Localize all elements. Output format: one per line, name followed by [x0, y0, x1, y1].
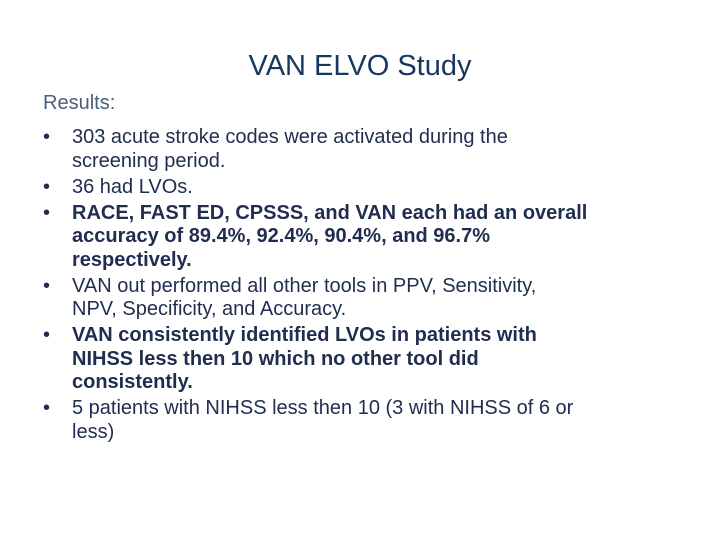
results-label: Results: [43, 92, 116, 114]
bullet-text-line: RACE, FAST ED, CPSSS, and VAN each had an overall [72, 201, 588, 224]
bullet-text-line: respectively. [72, 248, 192, 271]
bullet-text-line: accuracy of 89.4%, 92.4%, 90.4%, and 96.7% [72, 225, 491, 247]
bullet-text-line: NIHSS less then 10 which no other tool did [72, 347, 479, 370]
bullet-item [43, 324, 703, 395]
bullet-text-line: screening period. [72, 149, 226, 172]
bullet-item [43, 202, 703, 273]
bullet-text-line: 5 patients with NIHSS less then 10 (3 with NIHSS of 6 or [72, 397, 574, 419]
bullet-icon: • [43, 274, 51, 297]
bullet-text-line: VAN consistently identified LVOs in patients with [72, 324, 537, 346]
results-bullet-list [43, 126, 703, 447]
bullet-text-line: consistently. [72, 371, 193, 393]
bullet-text-line: 303 acute stroke codes were activated during the [72, 126, 508, 148]
bullet-icon: • [43, 201, 51, 224]
bullet-icon: • [43, 397, 51, 419]
slide-title: VAN ELVO Study [248, 50, 472, 82]
bullet-text-line: NPV, Specificity, and Accuracy. [72, 298, 347, 320]
bullet-icon: • [43, 175, 51, 198]
bullet-icon: • [43, 126, 51, 148]
bullet-icon: • [43, 324, 51, 346]
bullet-item [43, 176, 703, 200]
bullet-item [43, 397, 703, 444]
bullet-text-line: 36 had LVOs. [72, 175, 193, 198]
bullet-item [43, 275, 703, 322]
bullet-text-line: VAN out performed all other tools in PPV, Sensitivity, [72, 274, 537, 297]
bullet-item [43, 126, 703, 173]
bullet-text-line: less) [72, 420, 115, 443]
